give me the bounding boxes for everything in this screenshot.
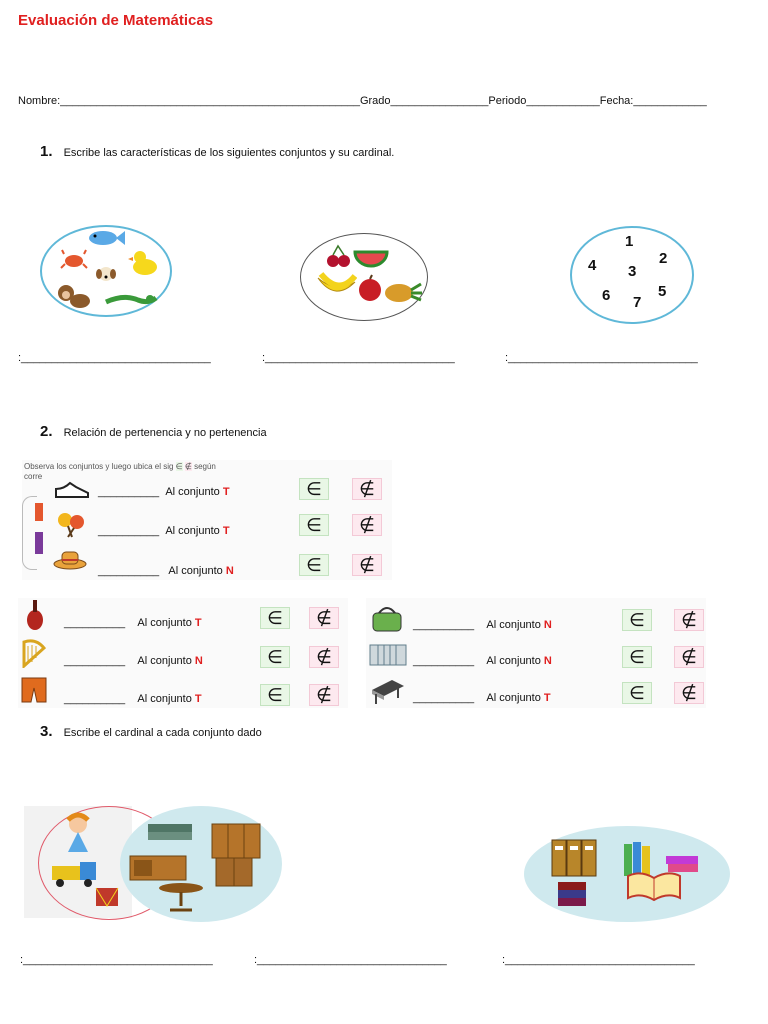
row-shorts-label: __________ Al conjunto T [64, 693, 202, 705]
table-icon [156, 880, 206, 912]
page-title: Evaluación de Matemáticas [18, 12, 214, 29]
monkey-icon [54, 283, 94, 311]
row-shoe-label: __________ Al conjunto T [98, 486, 230, 498]
q2-instruction-1: Observa los conjuntos y luego ubica el sig ∈ ∉ según [24, 462, 216, 471]
question-3-text: Escribe el cardinal a cada conjunto dado [63, 727, 262, 739]
number-7: 7 [633, 294, 642, 311]
duck-icon [128, 248, 162, 276]
fish-icon [86, 228, 126, 248]
violin-icon [24, 600, 46, 632]
in-symbol-button[interactable]: ∈ [260, 607, 290, 629]
handbag-icon [370, 603, 404, 633]
partial-item-icon-2 [35, 532, 43, 554]
not-in-symbol-button[interactable]: ∉ [674, 682, 704, 704]
in-symbol-button[interactable]: ∈ [299, 478, 329, 500]
row-harp-label: __________ Al conjunto N [64, 655, 203, 667]
sofa-icon [146, 822, 194, 846]
dog-icon [94, 265, 118, 287]
banana-icon [315, 272, 357, 300]
number-6: 6 [602, 287, 611, 304]
in-symbol-button[interactable]: ∈ [260, 684, 290, 706]
answer-line-4[interactable]: :_______________________________ [20, 954, 213, 966]
watermelon-icon [353, 248, 389, 270]
row-piano-label: __________ Al conjunto T [413, 692, 551, 704]
piano-icon [368, 676, 408, 706]
row-hat-label: __________ Al conjunto N [98, 565, 234, 577]
in-symbol-button[interactable]: ∈ [622, 646, 652, 668]
shoe-icon [54, 479, 90, 501]
drum-icon [94, 884, 120, 910]
truck-icon [50, 858, 100, 888]
q2-instruction-2: corre [24, 472, 43, 481]
apple-icon [355, 274, 385, 302]
in-symbol-button[interactable]: ∈ [260, 646, 290, 668]
binders-icon [550, 836, 600, 878]
question-3 [40, 723, 262, 740]
not-in-symbol-button[interactable]: ∉ [352, 514, 382, 536]
not-in-symbol-button[interactable]: ∉ [309, 646, 339, 668]
question-2 [40, 423, 267, 440]
answer-line-3[interactable]: :_______________________________ [505, 352, 698, 364]
wardrobe-icon [214, 856, 254, 888]
not-in-symbol-button[interactable]: ∉ [352, 554, 382, 576]
question-2-text: Relación de pertenencia y no pertenencia [63, 427, 267, 439]
in-symbol-button[interactable]: ∈ [622, 609, 652, 631]
not-in-symbol-button[interactable]: ∉ [674, 646, 704, 668]
not-in-symbol-button[interactable]: ∉ [309, 607, 339, 629]
not-in-symbol-button[interactable]: ∉ [309, 684, 339, 706]
book-stack-icon [556, 880, 590, 908]
question-1-text: Escribe las características de los siguientes conjuntos y su cardinal. [63, 147, 395, 159]
pineapple-icon [383, 278, 423, 304]
number-3: 3 [628, 263, 637, 280]
answer-line-6[interactable]: :_______________________________ [502, 954, 695, 966]
number-2: 2 [659, 250, 668, 267]
answer-line-1[interactable]: :_______________________________ [18, 352, 211, 364]
cherries-icon [326, 244, 352, 268]
shorts-icon [20, 676, 48, 706]
partial-item-icon [35, 503, 43, 521]
not-in-symbol-button[interactable]: ∉ [352, 478, 382, 500]
open-book-icon [626, 870, 682, 902]
number-4: 4 [588, 257, 597, 274]
in-symbol-button[interactable]: ∈ [299, 514, 329, 536]
answer-line-5[interactable]: :_______________________________ [254, 954, 447, 966]
row-accordion-label: __________ Al conjunto N [413, 655, 552, 667]
question-1 [40, 143, 394, 160]
question-3-number: 3. [40, 723, 53, 740]
crab-icon [60, 248, 88, 270]
maracas-icon [56, 511, 86, 539]
accordion-icon [368, 642, 408, 668]
question-2-number: 2. [40, 423, 53, 440]
hat-icon [52, 548, 88, 578]
question-1-number: 1. [40, 143, 53, 160]
number-5: 5 [658, 283, 667, 300]
row-violin-label: __________ Al conjunto T [64, 617, 202, 629]
lizard-icon [104, 290, 158, 310]
student-fields-line[interactable]: Nombre:_________________________________________________Grado________________Periodo____________Fecha:____________ [18, 95, 707, 107]
doll-icon [60, 812, 96, 854]
row-maracas-label: __________ Al conjunto T [98, 525, 230, 537]
harp-icon [20, 638, 48, 668]
in-symbol-button[interactable]: ∈ [299, 554, 329, 576]
answer-line-2[interactable]: :_______________________________ [262, 352, 455, 364]
q2-left-panel [18, 598, 348, 708]
number-1: 1 [625, 233, 634, 250]
not-in-symbol-button[interactable]: ∉ [674, 609, 704, 631]
in-symbol-button[interactable]: ∈ [622, 682, 652, 704]
row-handbag-label: __________ Al conjunto N [413, 619, 552, 631]
